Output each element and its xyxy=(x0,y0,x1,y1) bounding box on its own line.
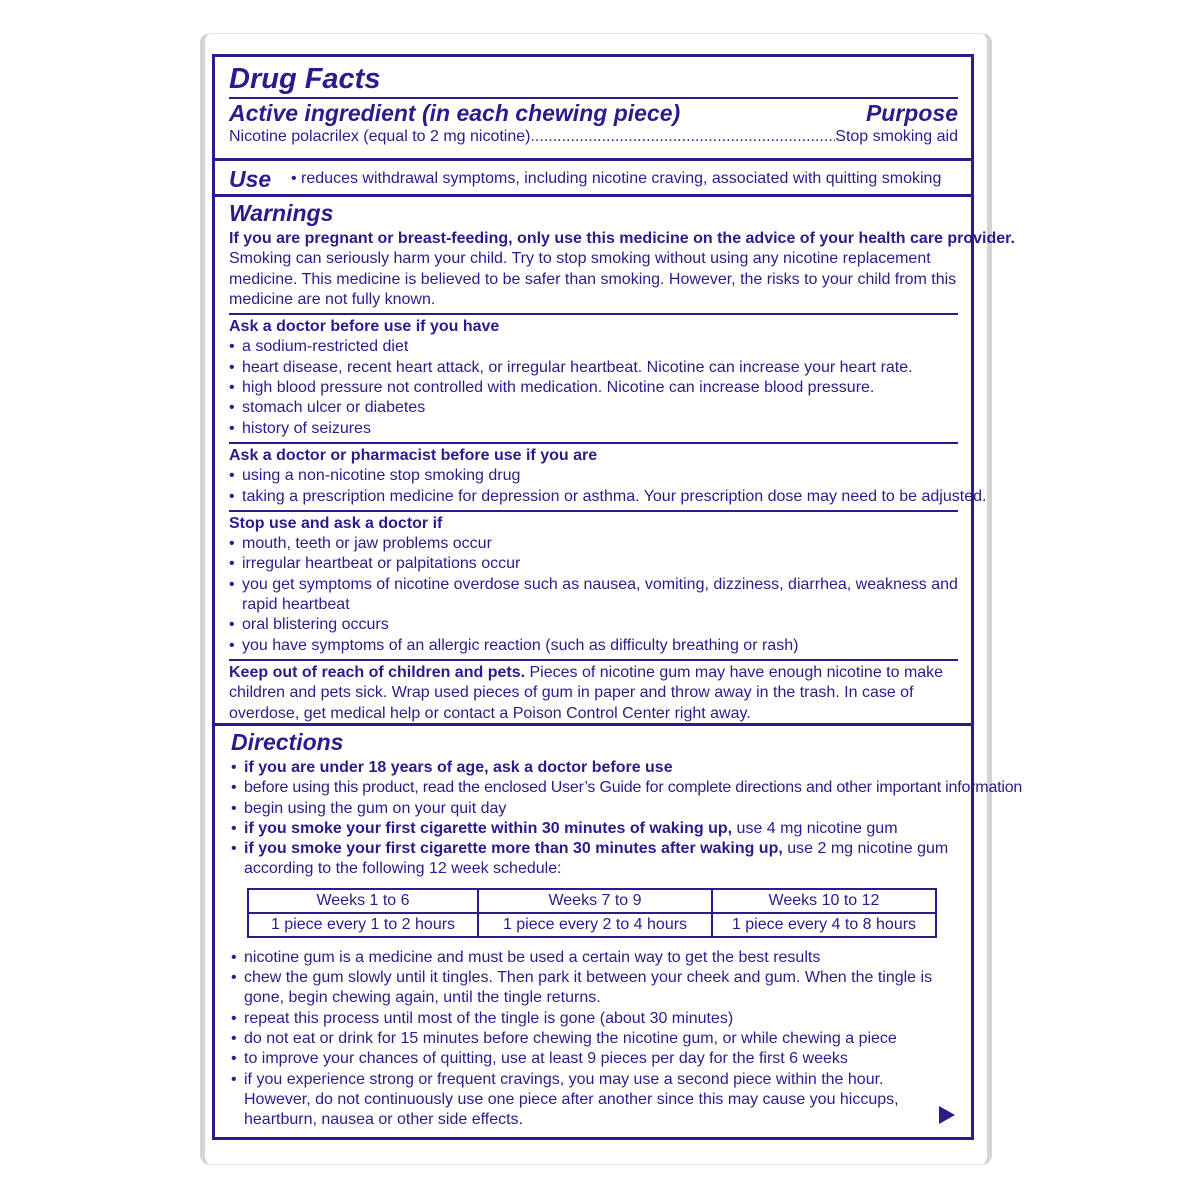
list-item: • chew the gum slowly until it tingles. Then park it between your cheek and gum. When the tingle is xyxy=(231,969,933,987)
purpose-text: Stop smoking aid xyxy=(835,128,958,145)
active-ingredient-row xyxy=(229,127,958,147)
list-item-continued: However, do not continuously use one piece after another since this may cause you hiccups, xyxy=(244,1090,899,1108)
warnings-heading: Warnings xyxy=(229,200,334,226)
table-cell: 1 piece every 2 to 4 hours xyxy=(478,913,712,937)
pregnant-line: medicine are not fully known. xyxy=(229,290,436,308)
table-cell: 1 piece every 4 to 8 hours xyxy=(712,913,936,937)
table-row xyxy=(248,889,936,913)
active-ingredient-text: Nicotine polacrilex (equal to 2 mg nicotine) xyxy=(229,128,531,145)
table-row xyxy=(248,913,936,937)
list-item: • you have symptoms of an allergic reaction (such as difficulty breathing or rash) xyxy=(229,636,799,654)
directions-section xyxy=(215,723,1023,1130)
list-item: • stomach ulcer or diabetes xyxy=(229,399,426,417)
pregnant-warning xyxy=(229,229,1015,249)
use-text: • reduces withdrawal symptoms, including nicotine craving, associated with quitting smoking xyxy=(291,169,942,187)
list-item: • you get symptoms of nicotine overdose such as nausea, vomiting, dizziness, diarrhea, weakness and xyxy=(229,575,958,593)
active-ingredient-heading: Active ingredient (in each chewing piece) xyxy=(229,100,681,126)
continued-arrow-icon xyxy=(939,1106,955,1124)
list-item: • irregular heartbeat or palpitations occur xyxy=(229,555,521,573)
list-item: • before using this product, read the enclosed User’s Guide for complete directions and other important information xyxy=(231,779,1023,797)
use-section xyxy=(215,158,971,197)
drug-facts-title: Drug Facts xyxy=(229,63,381,95)
list-item-continued: heartburn, nausea or other side effects. xyxy=(244,1111,523,1129)
keep-out-bold: Keep out of reach of children and pets. xyxy=(229,663,526,681)
list-item: • begin using the gum on your quit day xyxy=(231,799,507,817)
dosing-schedule-table xyxy=(247,888,937,938)
list-item: • oral blistering occurs xyxy=(229,616,389,634)
purpose-heading: Purpose xyxy=(865,100,958,126)
ask-pharmacist-heading: Ask a doctor or pharmacist before use if you are xyxy=(229,446,598,464)
table-header-cell: Weeks 10 to 12 xyxy=(712,889,936,913)
list-item-continued: gone, begin chewing again, until the tingle returns. xyxy=(244,989,601,1007)
list-item: • if you smoke your first cigarette more than 30 minutes after waking up, use 2 mg nicotine gum xyxy=(231,840,949,858)
list-item: • high blood pressure not controlled with medication. Nicotine can increase blood pressure. xyxy=(229,379,875,397)
pregnant-warning-bold: If you are pregnant or breast-feeding, only use this medicine on the advice of your health care provider. xyxy=(229,230,1015,247)
list-item-continued: rapid heartbeat xyxy=(242,596,350,614)
table-cell: 1 piece every 1 to 2 hours xyxy=(248,913,478,937)
list-item: • do not eat or drink for 15 minutes before chewing the nicotine gum, or while chewing a piece xyxy=(231,1029,897,1047)
list-item-continued: according to the following 12 week schedule: xyxy=(244,860,562,878)
list-item: • history of seizures xyxy=(229,419,371,437)
keep-out-line: children and pets sick. Wrap used pieces of gum in paper and throw away in the trash. In case of xyxy=(229,684,914,702)
keep-out-block xyxy=(229,659,958,724)
use-heading: Use xyxy=(229,166,272,192)
directions-heading: Directions xyxy=(231,729,344,755)
pregnant-line: Smoking can seriously harm your child. Try to stop smoking without using any nicotine replacement xyxy=(229,250,931,268)
list-item: • to improve your chances of quitting, use at least 9 pieces per day for the first 6 weeks xyxy=(231,1050,848,1068)
drug-facts-panel xyxy=(212,54,1023,1140)
list-item: • nicotine gum is a medicine and must be used a certain way to get the best results xyxy=(231,948,821,966)
keep-out-line: Pieces of nicotine gum may have enough nicotine to make xyxy=(525,663,944,681)
stop-use-block xyxy=(229,510,958,656)
table-header-cell: Weeks 1 to 6 xyxy=(248,889,478,913)
list-item: • taking a prescription medicine for depression or asthma. Your prescription dose may need to be adjusted. xyxy=(229,487,987,505)
ask-doctor-block xyxy=(229,313,958,439)
list-item: • mouth, teeth or jaw problems occur xyxy=(229,535,492,553)
list-item: • if you smoke your first cigarette within 30 minutes of waking up, use 4 mg nicotine gum xyxy=(231,819,898,837)
leader-dots xyxy=(530,127,835,147)
warnings-section xyxy=(215,194,1015,724)
list-item: • heart disease, recent heart attack, or irregular heartbeat. Nicotine can increase your heart rate. xyxy=(229,358,913,376)
table-header-cell: Weeks 7 to 9 xyxy=(478,889,712,913)
drug-facts-header xyxy=(215,61,971,147)
list-item: • if you are under 18 years of age, ask a doctor before use xyxy=(231,759,673,776)
ask-doctor-heading: Ask a doctor before use if you have xyxy=(229,318,500,336)
keep-out-line: overdose, get medical help or contact a Poison Control Center right away. xyxy=(229,704,751,722)
list-item: • a sodium-restricted diet xyxy=(229,338,409,356)
pregnant-line: medicine. This medicine is believed to be safer than smoking. However, the risks to your child from this xyxy=(229,270,957,288)
list-item: • using a non-nicotine stop smoking drug xyxy=(229,467,521,485)
stop-use-heading: Stop use and ask a doctor if xyxy=(229,514,443,532)
active-ingredient-header-row xyxy=(229,97,958,127)
list-item: • if you experience strong or frequent cravings, you may use a second piece within the hour. xyxy=(231,1070,884,1088)
list-item: • repeat this process until most of the tingle is gone (about 30 minutes) xyxy=(231,1009,734,1027)
ask-pharmacist-block xyxy=(229,442,987,507)
